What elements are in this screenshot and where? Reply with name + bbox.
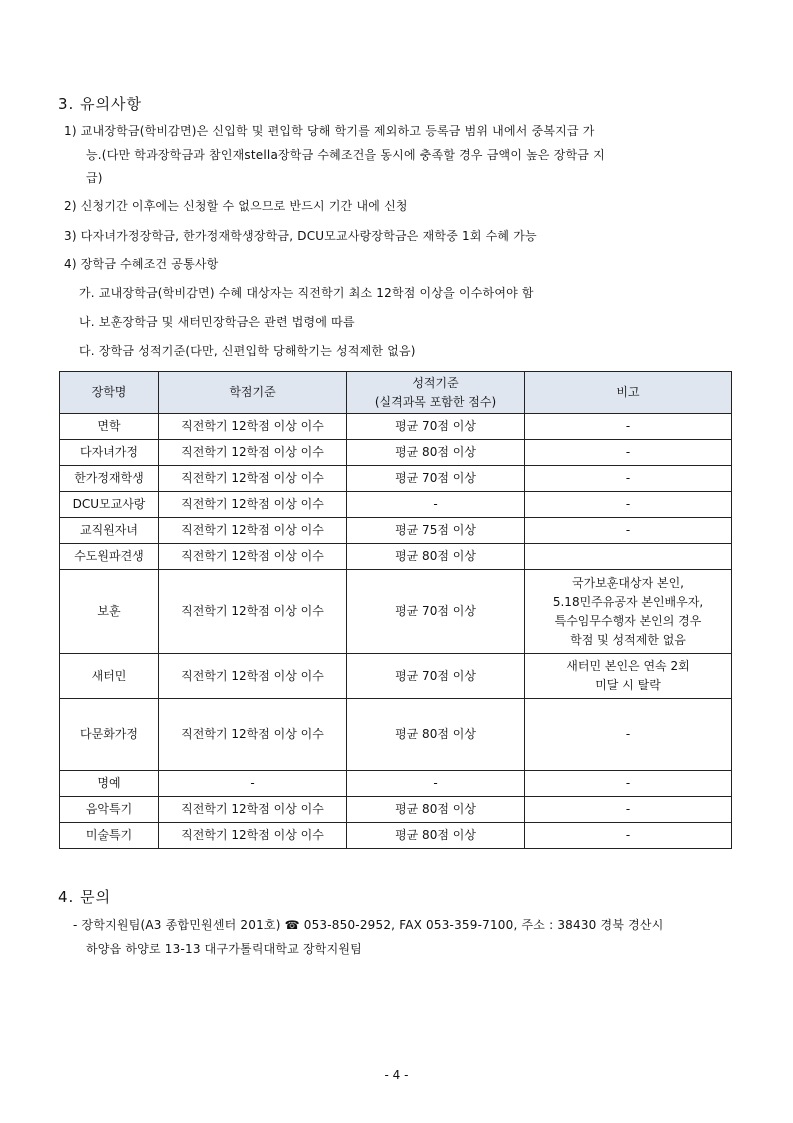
table-row <box>60 699 732 771</box>
cell-note: - <box>525 771 732 797</box>
note-4-sub-da: 다. 장학금 성적기준(다만, 신편입학 당해학기는 성적제한 없음) <box>79 344 416 358</box>
header-grade-line-1: 성적기준 <box>412 375 459 390</box>
cell-note <box>525 570 732 654</box>
contact-line-1: - 장학지원팀(A3 종합민원센터 201호) ☎ 053-850-2952, FAX 053-359-7100, 주소 : 38430 경북 경산시 <box>73 918 664 932</box>
cell-credit: 직전학기 12학점 이상 이수 <box>159 492 347 518</box>
note-line: 5.18민주유공자 본인배우자, <box>552 594 704 609</box>
cell-name: 한가정재학생 <box>60 466 159 492</box>
cell-credit: 직전학기 12학점 이상 이수 <box>159 654 347 699</box>
cell-note: - <box>525 797 732 823</box>
cell-note <box>525 654 732 699</box>
table-row <box>60 518 732 544</box>
cell-note: - <box>525 440 732 466</box>
cell-name: 면학 <box>60 414 159 440</box>
table-row <box>60 414 732 440</box>
cell-credit: 직전학기 12학점 이상 이수 <box>159 518 347 544</box>
note-1-line-3: 급) <box>86 171 103 185</box>
table-row <box>60 654 732 699</box>
header-grade <box>347 372 525 414</box>
note-4-sub-na: 나. 보훈장학금 및 새터민장학금은 관련 법령에 따름 <box>79 315 355 329</box>
cell-name: DCU모교사랑 <box>60 492 159 518</box>
cell-credit: 직전학기 12학점 이상 이수 <box>159 466 347 492</box>
table-row <box>60 492 732 518</box>
cell-grade: 평균 80점 이상 <box>347 699 525 771</box>
cell-grade: 평균 80점 이상 <box>347 544 525 570</box>
cell-credit: 직전학기 12학점 이상 이수 <box>159 570 347 654</box>
note-line: 학점 및 성적제한 없음 <box>570 632 686 647</box>
note-3: 3) 다자녀가정장학금, 한가정재학생장학금, DCU모교사랑장학금은 재학중 1회 수혜 가능 <box>64 229 537 243</box>
cell-note: - <box>525 518 732 544</box>
section-4-title: 4. 문의 <box>58 888 112 906</box>
note-line: 특수임무수행자 본인의 경우 <box>554 613 702 628</box>
header-grade-line-2: (실격과목 포함한 점수) <box>374 394 497 409</box>
cell-grade: 평균 75점 이상 <box>347 518 525 544</box>
cell-credit: 직전학기 12학점 이상 이수 <box>159 414 347 440</box>
cell-grade: 평균 70점 이상 <box>347 654 525 699</box>
table-row <box>60 466 732 492</box>
cell-credit: - <box>159 771 347 797</box>
cell-name: 다문화가정 <box>60 699 159 771</box>
cell-note: - <box>525 823 732 849</box>
cell-name: 음악특기 <box>60 797 159 823</box>
section-3-title: 3. 유의사항 <box>58 95 143 113</box>
cell-grade: - <box>347 771 525 797</box>
cell-note: - <box>525 492 732 518</box>
cell-name: 수도원파견생 <box>60 544 159 570</box>
cell-grade: 평균 80점 이상 <box>347 440 525 466</box>
page-number: - 4 - <box>384 1068 409 1082</box>
note-1-line-1: 1) 교내장학금(학비감면)은 신입학 및 편입학 당해 학기를 제외하고 등록금 범위 내에서 중복지급 가 <box>64 124 595 138</box>
header-note: 비고 <box>525 372 732 414</box>
table-row <box>60 823 732 849</box>
scholarship-criteria-table <box>59 371 732 849</box>
note-line: 국가보훈대상자 본인, <box>572 575 684 590</box>
table-row <box>60 797 732 823</box>
note-line: 새터민 본인은 연속 2회 <box>566 659 690 673</box>
cell-grade: 평균 70점 이상 <box>347 570 525 654</box>
cell-credit: 직전학기 12학점 이상 이수 <box>159 797 347 823</box>
cell-grade: - <box>347 492 525 518</box>
header-credit: 학점기준 <box>159 372 347 414</box>
cell-grade: 평균 70점 이상 <box>347 414 525 440</box>
cell-note <box>525 544 732 570</box>
cell-name: 미술특기 <box>60 823 159 849</box>
cell-credit: 직전학기 12학점 이상 이수 <box>159 440 347 466</box>
table-row <box>60 570 732 654</box>
header-name: 장학명 <box>60 372 159 414</box>
cell-name: 명예 <box>60 771 159 797</box>
contact-line-2: 하양읍 하양로 13-13 대구가톨릭대학교 장학지원팀 <box>86 942 362 956</box>
cell-grade: 평균 80점 이상 <box>347 797 525 823</box>
table-row <box>60 440 732 466</box>
cell-name: 새터민 <box>60 654 159 699</box>
cell-grade: 평균 80점 이상 <box>347 823 525 849</box>
cell-name: 교직원자녀 <box>60 518 159 544</box>
table-row <box>60 771 732 797</box>
cell-name: 다자녀가정 <box>60 440 159 466</box>
note-4: 4) 장학금 수혜조건 공통사항 <box>64 257 219 271</box>
note-1-line-2: 능.(다만 학과장학금과 참인재stella장학금 수혜조건을 동시에 충족할 경우 금액이 높은 장학금 지 <box>86 148 605 162</box>
table-row <box>60 544 732 570</box>
cell-note: - <box>525 699 732 771</box>
cell-name: 보훈 <box>60 570 159 654</box>
cell-credit: 직전학기 12학점 이상 이수 <box>159 823 347 849</box>
cell-credit: 직전학기 12학점 이상 이수 <box>159 699 347 771</box>
table-header-row <box>60 372 732 414</box>
cell-grade: 평균 70점 이상 <box>347 466 525 492</box>
note-4-sub-ga: 가. 교내장학금(학비감면) 수혜 대상자는 직전학기 최소 12학점 이상을 이수하여야 함 <box>79 286 534 300</box>
note-2: 2) 신청기간 이후에는 신청할 수 없으므로 반드시 기간 내에 신청 <box>64 199 408 213</box>
cell-credit: 직전학기 12학점 이상 이수 <box>159 544 347 570</box>
cell-note: - <box>525 414 732 440</box>
note-line: 미달 시 탈락 <box>595 678 661 692</box>
cell-note: - <box>525 466 732 492</box>
